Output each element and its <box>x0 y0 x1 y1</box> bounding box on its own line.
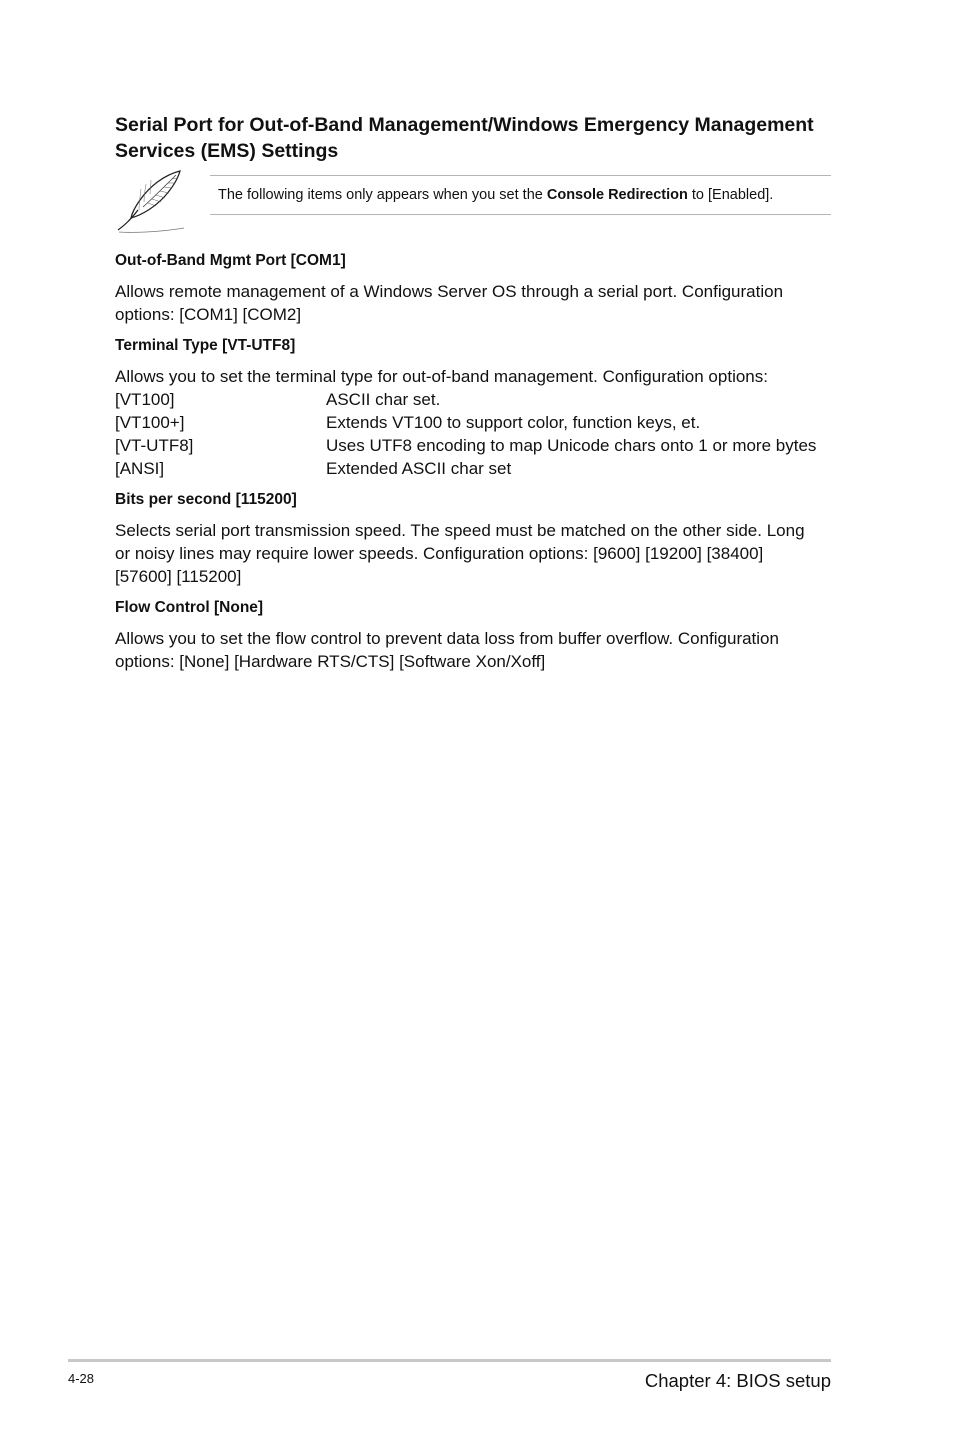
section-heading-line-1: Serial Port for Out-of-Band Management/Windows Emergency Management <box>115 114 814 136</box>
oob-port-desc-line-1: Allows remote management of a Windows Server OS through a serial port. Configuration <box>115 282 784 301</box>
bits-per-second-desc-line-2: or noisy lines may require lower speeds. Configuration options: [9600] [19200] [38400] <box>115 544 764 563</box>
terminal-option-key: [VT100] <box>115 390 175 409</box>
settings-content <box>115 250 835 673</box>
oob-port-title: Out-of-Band Mgmt Port [COM1] <box>115 252 346 269</box>
terminal-option-desc: Uses UTF8 encoding to map Unicode chars onto 1 or more bytes <box>326 436 817 455</box>
terminal-option-desc: ASCII char set. <box>326 390 441 409</box>
bits-per-second-desc-line-1: Selects serial port transmission speed. The speed must be matched on the other side. Long <box>115 521 805 540</box>
oob-port-desc-line-2: options: [COM1] [COM2] <box>115 305 302 324</box>
flow-control-title: Flow Control [None] <box>115 599 264 616</box>
chapter-title: Chapter 4: BIOS setup <box>644 1370 831 1391</box>
flow-control-desc-line-2: options: [None] [Hardware RTS/CTS] [Software Xon/Xoff] <box>115 652 546 671</box>
terminal-option-desc: Extended ASCII char set <box>326 459 512 478</box>
bits-per-second-title: Bits per second [115200] <box>115 491 297 508</box>
terminal-option-row <box>115 457 835 480</box>
terminal-type-intro: Allows you to set the terminal type for out-of-band management. Configuration options: <box>115 367 768 386</box>
section-heading <box>115 112 835 164</box>
bits-per-second-desc-line-3: [57600] [115200] <box>115 567 242 586</box>
terminal-option-key: [VT100+] <box>115 413 185 432</box>
note-text-after: to [Enabled]. <box>687 187 774 203</box>
section-heading-line-2: Services (EMS) Settings <box>115 140 339 162</box>
flow-control-desc-line-1: Allows you to set the flow control to prevent data loss from buffer overflow. Configuration <box>115 629 779 648</box>
footer-divider <box>68 1359 831 1362</box>
terminal-option-row <box>115 411 835 434</box>
terminal-option-row <box>115 434 835 457</box>
page-number: 4-28 <box>68 1371 95 1386</box>
terminal-option-key: [ANSI] <box>115 459 165 478</box>
note-box <box>210 175 831 215</box>
terminal-option-key: [VT-UTF8] <box>115 436 194 455</box>
terminal-option-desc: Extends VT100 to support color, function keys, et. <box>326 413 701 432</box>
terminal-type-title: Terminal Type [VT-UTF8] <box>115 337 296 354</box>
note-text-bold: Console Redirection <box>546 187 688 203</box>
terminal-option-row <box>115 388 835 411</box>
note-text-before: The following items only appears when you set the <box>218 187 547 203</box>
note-text <box>218 186 773 204</box>
feather-quill-icon <box>110 166 188 238</box>
